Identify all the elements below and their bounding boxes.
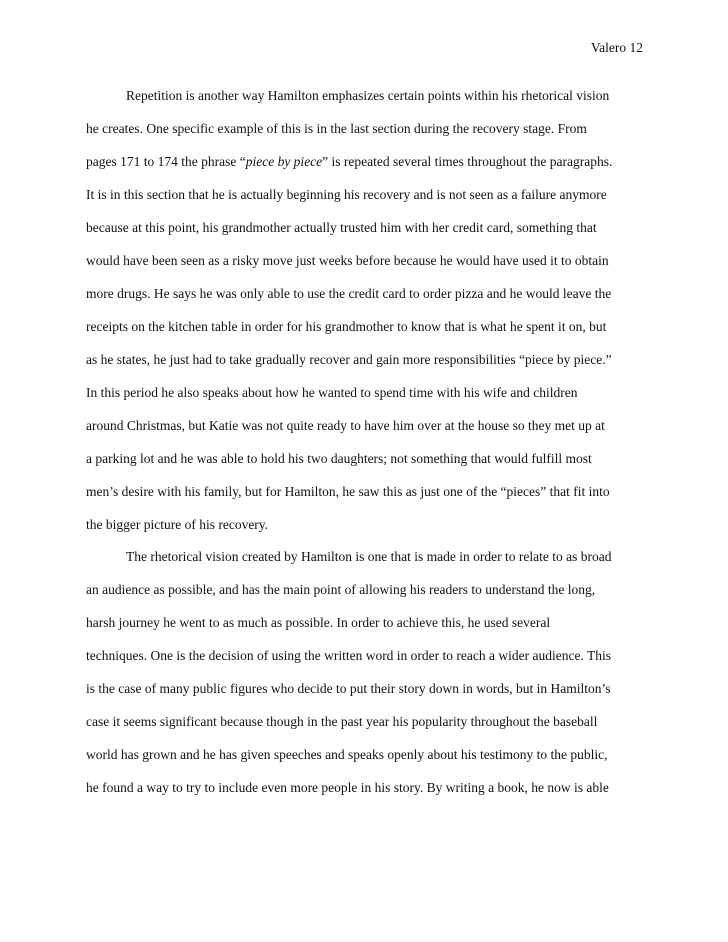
text-line: the bigger picture of his recovery. <box>86 517 269 532</box>
text-span: ” is repeated several times throughout the paragraphs. <box>322 154 613 169</box>
text-line: men’s desire with his family, but for Hamilton, he saw this as just one of the “pieces” that fit into <box>86 484 610 499</box>
text-line: around Christmas, but Katie was not quite ready to have him over at the house so they met up at <box>86 418 605 433</box>
text-line: world has grown and he has given speeches and speaks openly about his testimony to the public, <box>86 747 608 762</box>
text-line: an audience as possible, and has the main point of allowing his readers to understand the long, <box>86 582 596 597</box>
text-line: would have been seen as a risky move just weeks before because he would have used it to obtain <box>86 253 609 268</box>
text-line: a parking lot and he was able to hold his two daughters; not something that would fulfill most <box>86 451 592 466</box>
text-line: harsh journey he went to as much as possible. In order to achieve this, he used several <box>86 615 551 630</box>
text-line: because at this point, his grandmother actually trusted him with her credit card, something that <box>86 220 597 235</box>
emphasized-phrase: piece by piece <box>245 154 323 169</box>
text-line: case it seems significant because though in the past year his popularity throughout the baseball <box>86 714 598 729</box>
text-line: Repetition is another way Hamilton emphasizes certain points within his rhetorical vision <box>126 88 610 103</box>
text-line: techniques. One is the decision of using the written word in order to reach a wider audience. This <box>86 648 611 663</box>
text-line: he found a way to try to include even more people in his story. By writing a book, he now is able <box>86 780 609 795</box>
text-span: pages 171 to 174 the phrase “ <box>86 154 246 169</box>
text-line: he creates. One specific example of this is in the last section during the recovery stage. From <box>86 121 587 136</box>
text-line: It is in this section that he is actually beginning his recovery and is not seen as a failure anymore <box>86 187 607 202</box>
text-line: receipts on the kitchen table in order for his grandmother to know that is what he spent it on, but <box>86 319 607 334</box>
text-line: The rhetorical vision created by Hamilton is one that is made in order to relate to as broad <box>126 549 612 564</box>
text-line: is the case of many public figures who decide to put their story down in words, but in Hamilton’s <box>86 681 611 696</box>
running-head: Valero 12 <box>590 40 643 55</box>
text-line: more drugs. He says he was only able to use the credit card to order pizza and he would leave the <box>86 286 612 301</box>
text-line: as he states, he just had to take gradually recover and gain more responsibilities “piece by piece.” <box>86 352 612 367</box>
text-line: In this period he also speaks about how he wanted to spend time with his wife and children <box>86 385 578 400</box>
text-line <box>86 154 612 170</box>
